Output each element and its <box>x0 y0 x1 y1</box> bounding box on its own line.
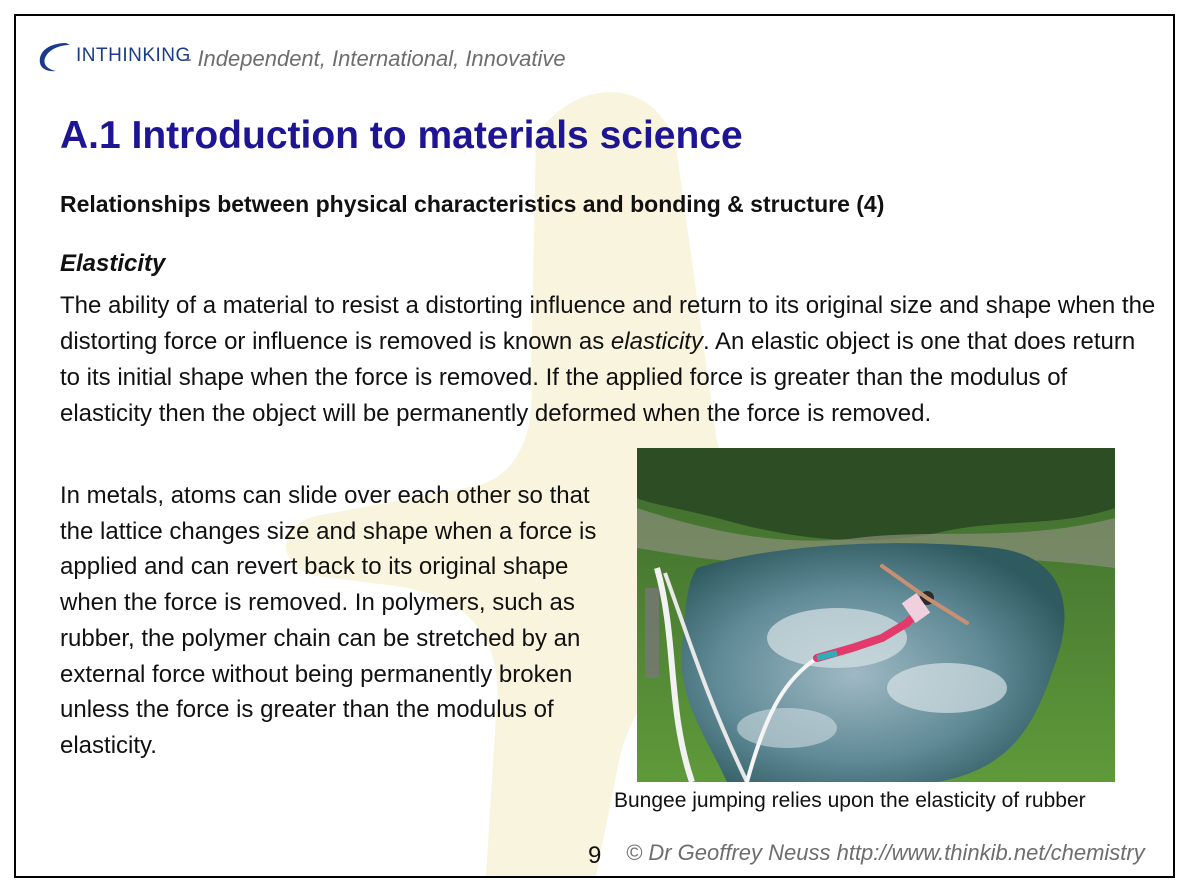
metals-polymers-paragraph: In metals, atoms can slide over each other so that the lattice changes size and shape when a force is applied and can revert back to its original shape when the force is removed. In polymers, such as rubber, the polymer chain can be stretched by an external force without being permanently broken unless the force is greater than the modulus of elasticity. <box>60 482 597 759</box>
slide <box>14 14 1175 878</box>
page-number: 9 <box>588 842 602 869</box>
bungee-photo <box>637 448 1115 782</box>
paragraph-text: . An elastic object is one that does return to its initial shape when the force is removed. If the applied force is greater than the modulus of elasticity then the object will be permanently deformed when the force is removed. <box>60 328 1136 427</box>
slide-subtitle: Relationships between physical characteristics and bonding & structure (4) <box>60 191 885 217</box>
paragraph-emphasis: elasticity <box>610 328 703 355</box>
tagline: - Independent, International, Innovative <box>184 46 566 71</box>
figure-caption: Bungee jumping relies upon the elasticity of rubber <box>614 789 1086 812</box>
slide-title: A.1 Introduction to materials science <box>60 114 743 157</box>
inthinking-logo <box>36 36 191 76</box>
logo-text: INTHINKING <box>76 45 191 66</box>
paragraph-text: The ability of a material to resist a distorting influence and return to its original size and shape when the distorting force or influence is removed is known as <box>60 292 1156 355</box>
elasticity-paragraph <box>60 288 1160 432</box>
logo-swoosh-icon <box>36 39 72 73</box>
copyright-text: © Dr Geoffrey Neuss http://www.thinkib.net/chemistry <box>626 840 1145 865</box>
section-heading: Elasticity <box>60 250 166 277</box>
